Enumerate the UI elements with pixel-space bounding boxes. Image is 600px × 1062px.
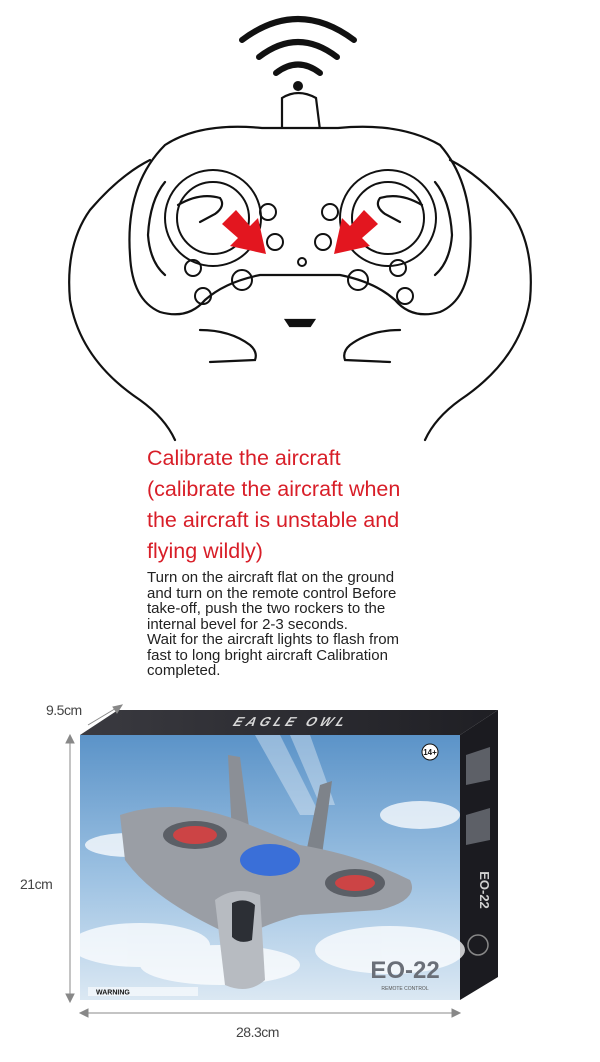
width-dimension: 28.3cm <box>236 1024 279 1040</box>
box-side-model: EO-22 <box>477 871 492 909</box>
remote-controller <box>129 93 470 326</box>
box-warning: WARNING <box>96 989 130 997</box>
age-badge: 14+ <box>423 748 437 757</box>
box-model: EO-22 <box>370 957 440 984</box>
height-dimension: 21cm <box>20 876 53 892</box>
calibration-illustration <box>0 0 600 445</box>
title-line: flying wildly) <box>147 539 263 563</box>
box-model-subtitle: REMOTE CONTROL <box>381 986 429 992</box>
instruction-line: take-off, push the two rockers to the <box>147 600 386 617</box>
instruction-line: internal bevel for 2-3 seconds. <box>147 615 348 633</box>
instruction-line: Wait for the aircraft lights to flash from <box>147 631 400 648</box>
depth-dimension: 9.5cm <box>46 702 82 718</box>
instruction-line: completed. <box>147 662 221 679</box>
calibration-instructions <box>147 570 477 679</box>
product-box-image <box>0 695 600 1062</box>
instruction-line: fast to long bright aircraft Calibration <box>147 646 388 664</box>
title-line: the aircraft is unstable and <box>147 508 400 532</box>
wifi-signal-icon <box>242 19 354 91</box>
box-brand: EAGLE OWL <box>230 714 353 729</box>
calibration-title <box>147 443 567 567</box>
instruction-line: Turn on the aircraft flat on the ground <box>147 569 395 586</box>
title-line: Calibrate the aircraft <box>147 446 341 470</box>
title-line: (calibrate the aircraft when <box>147 477 401 501</box>
instruction-line: and turn on the remote control Before <box>147 584 397 602</box>
